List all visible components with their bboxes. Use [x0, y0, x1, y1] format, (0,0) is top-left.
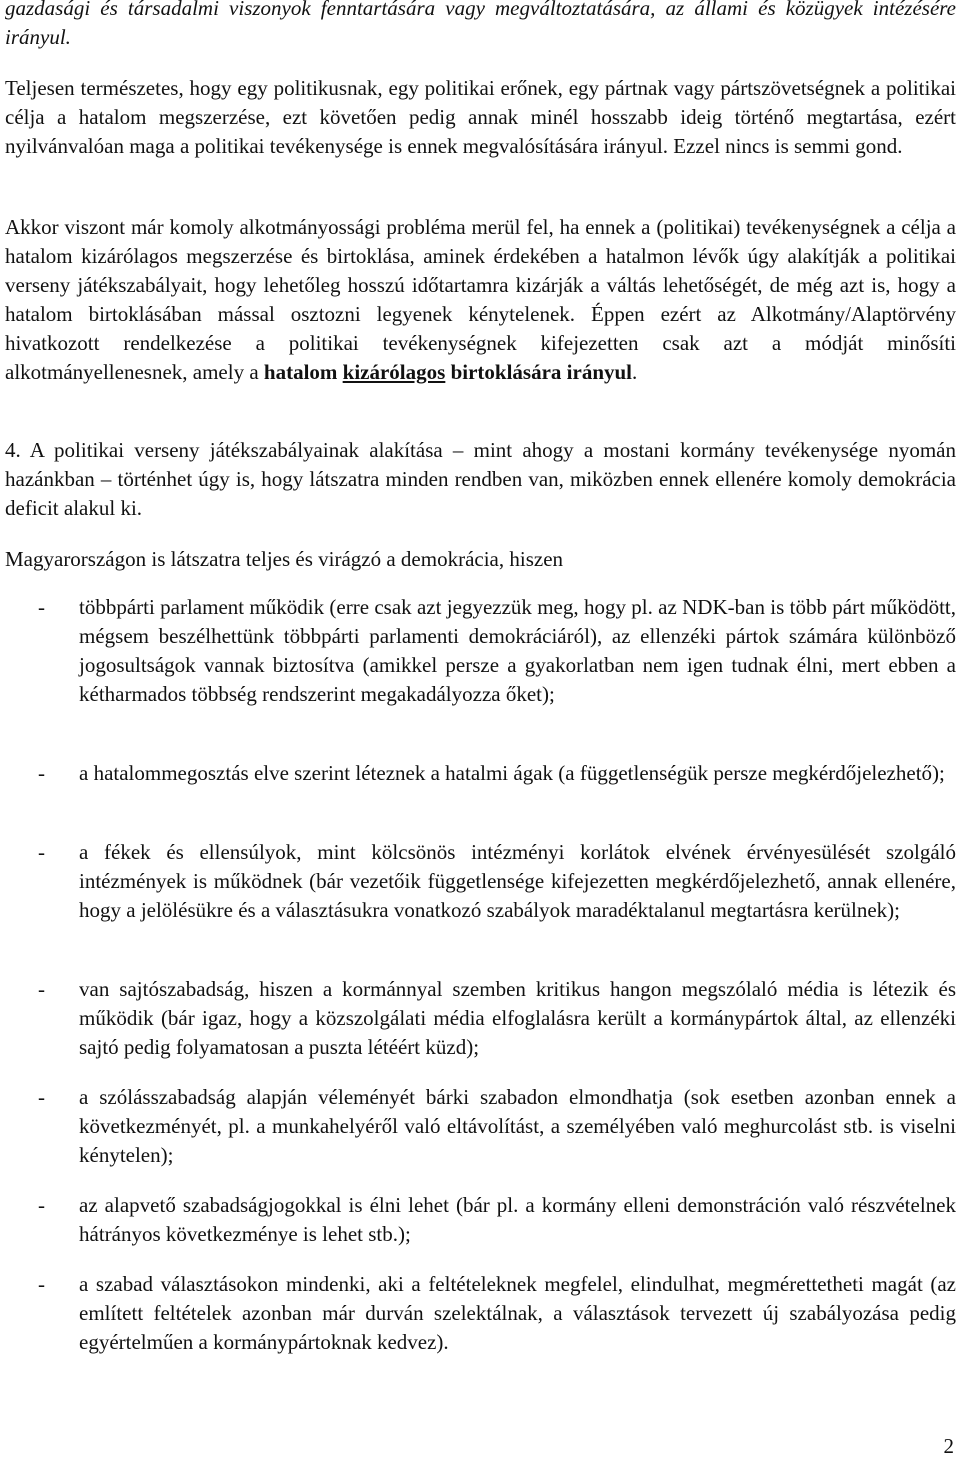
list-item-text: a fékek és ellensúlyok, mint kölcsönös intézményi korlátok elvének érvényesülését szolgáló intézmények is működnek (bár vezetőik függetlensége kifejezetten megkérdőjelezhető, annak ellenére, hogy a jelölésükre és a választásukra vonatkozó szabályok maradéktalanul megtartásra kerülnek);: [79, 840, 956, 922]
list-dash-marker: -: [38, 977, 45, 1001]
list-dash-marker: -: [38, 1272, 45, 1296]
list-dash-marker: -: [38, 761, 45, 785]
bullet-list-item-6: [0, 1191, 960, 1249]
paragraph-end-period: .: [632, 360, 638, 384]
bullet-list-item-5: [0, 1083, 960, 1170]
emphasis-kizarolagos: kizárólagos: [342, 360, 446, 384]
list-item-text: van sajtószabadság, hiszen a kormánnyal szemben kritikus hangon megszólaló média is létezik és működik (bár igaz, hogy a közszolgálati média elfoglalásra került a kormánypártok által, az ellenzéki sajtó pedig folyamatosan a puszta létéért küzd);: [79, 977, 956, 1059]
emphasis-birtoklasara: birtoklására irányul: [450, 360, 633, 384]
list-dash-marker: -: [38, 595, 45, 619]
paragraph-hungary: Magyarországon is látszatra teljes és virágzó a demokrácia, hiszen: [5, 547, 564, 571]
list-dash-marker: -: [38, 1085, 45, 1109]
paragraph-constitutional-problem: [0, 213, 960, 387]
list-item-text: a hatalommegosztás elve szerint léteznek a hatalmi ágak (a függetlenségük persze megkérdőjelezhető);: [79, 761, 945, 785]
paragraph-constitutional-problem-text: Akkor viszont már komoly alkotmányossági probléma merül fel, ha ennek a (politikai) tevékenységnek a célja a hatalom kizárólagos megszerzése és birtoklása, aminek érdekében a hatalmon lévők úgy alakítják a politikai verseny játékszabályait, hogy lehetőleg hosszú időtartamra kizárják a váltás lehetőségét, de még azt is, hogy a hatalom birtoklásában mással osztozni legyenek kénytelenek. Éppen ezért az Alkotmány/Alaptörvény hivatkozott rendelkezése a politikai tevékenységnek kifejezetten csak azt a módját minősíti alkotmányellenesnek, amely a: [5, 215, 956, 384]
bullet-list-item-7: [0, 1270, 960, 1357]
emphasis-hatalom: hatalom: [263, 360, 338, 384]
section-4-paragraph: 4. A politikai verseny játékszabályainak alakítása – mint ahogy a mostani kormány tevékenysége nyomán hazánkban – történhet úgy is, hogy látszatra minden rendben van, miközben ennek ellenére komoly demokrácia deficit alakul ki.: [5, 438, 956, 520]
list-item-text: többpárti parlament működik (erre csak azt jegyezzük meg, hogy pl. az NDK-ban is több párt működött, mégsem beszélhettünk többpárti parlamenti demokráciáról), az ellenzéki pártok számára különböző jogosultságok vannak biztosítva (amikkel persze a gyakorlatban nem igen tudnak élni, mert ebben a kétharmados többség rendszerint megakadályozza őket);: [79, 595, 956, 706]
paragraph-politics: Teljesen természetes, hogy egy politikusnak, egy politikai erőnek, egy pártnak vagy pártszövetségnek a politikai célja a hatalom megszerzése, ezt követően pedig annak minél hosszabb ideig történő megtartása, ezért nyilvánvalóan maga a politikai tevékenysége is ennek megvalósítására irányul. Ezzel nincs is semmi gond.: [5, 76, 956, 158]
bullet-list-item-2: [0, 759, 960, 788]
list-item-text: az alapvető szabadságjogokkal is élni lehet (bár pl. a kormány elleni demonstráción való részvételnek hátrányos következménye is lehet stb.);: [79, 1193, 956, 1246]
page-number: 2: [943, 1434, 954, 1458]
bullet-list-item-4: [0, 975, 960, 1062]
bullet-list-item-3: [0, 838, 960, 925]
list-dash-marker: -: [38, 840, 45, 864]
list-item-text: a szólásszabadság alapján véleményét bárki szabadon elmondhatja (sok esetben azonban ennek a következményét, pl. a munkahelyéről való eltávolítást, a személyében való meghurcolást stb. is viselni kénytelen);: [79, 1085, 956, 1167]
list-item-text: a szabad választásokon mindenki, aki a feltételeknek megfelel, elindulhat, megmérettetheti magát (az említett feltételek azonban már durván szelektálnak, a választások tervezett új szabályozása pedig egyértelműen a kormánypártoknak kedvez).: [79, 1272, 956, 1354]
list-dash-marker: -: [38, 1193, 45, 1217]
intro-fragment: gazdasági és társadalmi viszonyok fenntartására vagy megváltoztatására, az állami és közügyek intézésére irányul.: [5, 0, 956, 49]
bullet-list-item-1: [0, 593, 960, 709]
